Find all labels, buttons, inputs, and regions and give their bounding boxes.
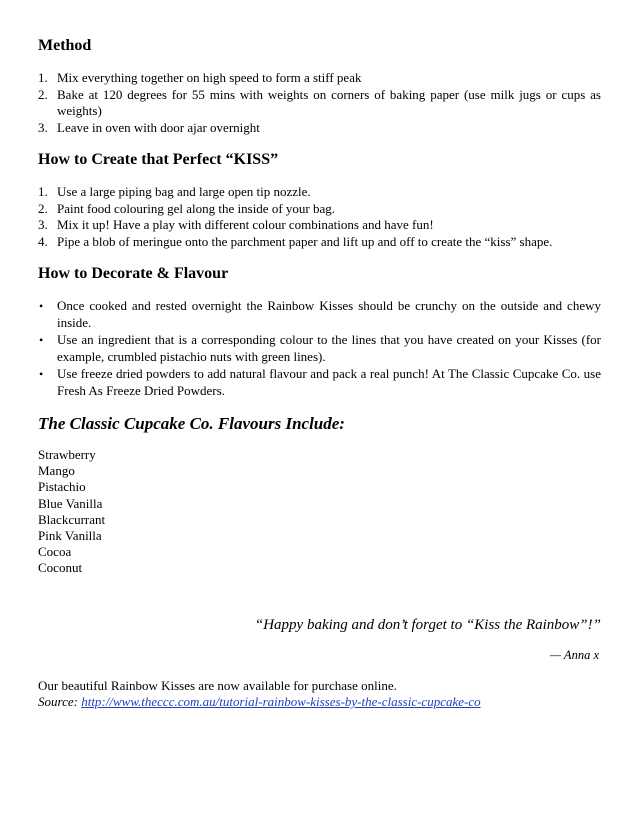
list-item: Mango [38,463,75,479]
decorate-heading: How to Decorate & Flavour [38,265,229,282]
source-label: Source: [38,694,78,710]
list-item: 3. Mix it up! Have a play with different colour combinations and have fun! [38,217,434,232]
method-heading: Method [38,37,92,54]
flavours-heading: The Classic Cupcake Co. Flavours Include: [38,414,345,433]
closing-quote: “Happy baking and don’t forget to “Kiss the Rainbow”!” [254,616,601,633]
list-item: Pistachio [38,479,86,495]
list-item: • Use an ingredient that is a corresponding colour to the lines that you have created on your Kisses (for example, crumbled pistachio nuts with green lines). [39,332,601,364]
source-line [38,694,601,711]
list-item: 2. Paint food colouring gel along the inside of your bag. [38,200,336,216]
signature: — Anna x [549,648,599,663]
list-item: 4. Pipe a blob of meringue onto the parchment paper and lift up and off to create the “kiss” shape. [38,233,553,249]
document-page [38,36,601,711]
list-item: Coconut [38,560,83,576]
availability-note: Our beautiful Rainbow Kisses are now available for purchase online. [38,677,397,693]
flavours-list [38,447,601,577]
list-item: 1. Use a large piping bag and large open tip nozzle. [38,184,311,199]
list-item: • Once cooked and rested overnight the Rainbow Kisses should be crunchy on the outside and chewy inside. [39,298,601,330]
list-item: Blue Vanilla [38,495,103,511]
list-item: • Use freeze dried powders to add natural flavour and pack a real punch! At The Classic Cupcake Co. use Fresh As Freeze Dried Powders. [39,366,601,398]
list-item: Pink Vanilla [38,528,102,544]
bullet-icon: • [39,333,44,347]
list-item: 1. Mix everything together on high speed to form a stiff peak [38,70,362,85]
source-link[interactable]: http://www.theccc.com.au/tutorial-rainbow-kisses-by-the-classic-cupcake-co [81,694,481,710]
bullet-icon: • [39,367,44,381]
bullet-icon: • [39,299,44,313]
list-item: Strawberry [38,447,96,462]
list-item: Cocoa [38,544,72,560]
list-item: 3. Leave in oven with door ajar overnight [38,119,260,135]
list-item: Blackcurrant [38,511,106,527]
kiss-steps [38,184,601,250]
list-item: 2. Bake at 120 degrees for 55 mins with weights on corners of baking paper (use milk jugs or cups as weights) [38,86,601,118]
decorate-list [38,298,601,399]
method-steps [38,70,601,136]
kiss-heading: How to Create that Perfect “KISS” [38,151,279,168]
